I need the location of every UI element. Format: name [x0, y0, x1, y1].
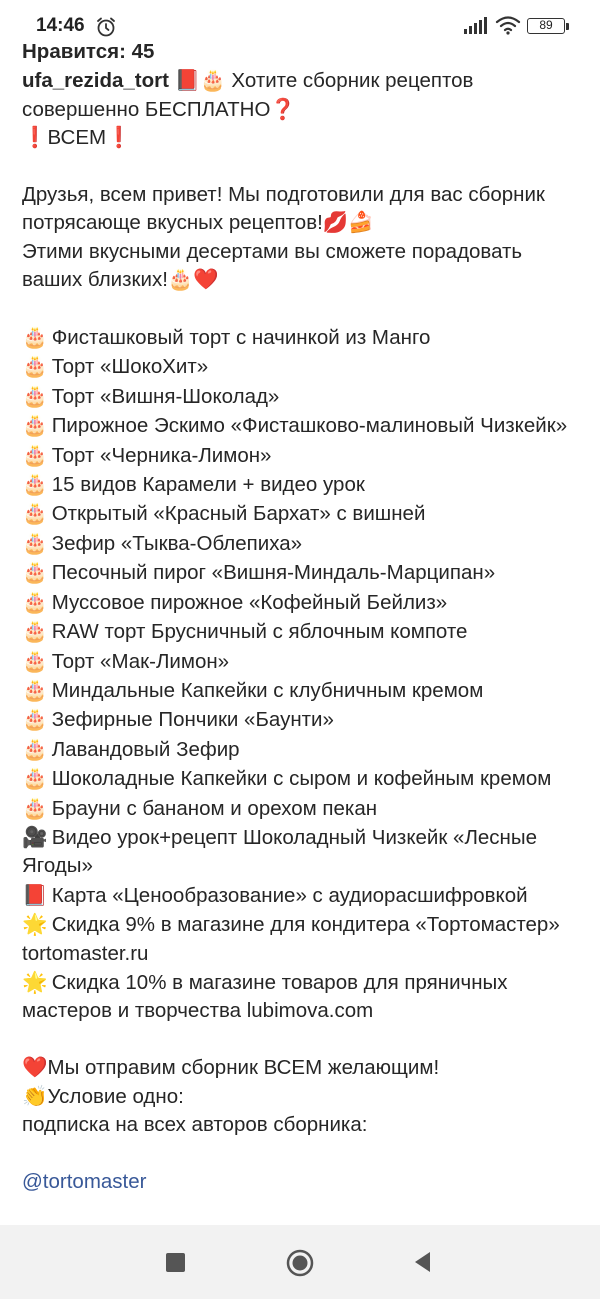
cake-icon: 🎂	[22, 560, 48, 585]
status-time: 14:46	[36, 15, 85, 36]
cake-icon: 🎂	[22, 413, 48, 438]
star-icon: 🌟	[22, 969, 48, 994]
cake-icon: 🎂	[22, 325, 48, 350]
list-item-text: Карта «Ценообразование» с аудиорасшифровкой	[46, 883, 528, 907]
caption-blank-line	[22, 153, 584, 181]
book-cake-icon: 📕🎂	[174, 68, 226, 93]
list-item	[22, 499, 584, 528]
caption-text: Хотите сборник рецептов совершенно БЕСПЛАТНО❓	[22, 69, 474, 121]
list-item	[22, 735, 584, 764]
caption-line: Этими вкусными десертами вы сможете порадовать ваших близких!🎂❤️	[22, 239, 523, 292]
cake-icon: 🎂	[22, 501, 48, 526]
cake-icon: 🎂	[22, 648, 48, 673]
list-item-text: Зефир «Тыква-Облепиха»	[46, 531, 303, 555]
list-item	[22, 617, 584, 646]
list-item	[22, 558, 584, 587]
list-item-text: Шоколадные Капкейки с сыром и кофейным кремом	[46, 767, 552, 791]
mention-link[interactable]: @tortomaster	[22, 1169, 147, 1193]
list-item-text: Брауни с бананом и орехом пекан	[46, 796, 378, 820]
list-item	[22, 705, 584, 734]
list-item	[22, 881, 584, 910]
list-item	[22, 529, 584, 558]
list-item-text: Торт «ШокоХит»	[46, 355, 209, 379]
cake-icon: 🎂	[22, 472, 48, 497]
book-icon: 📕	[22, 882, 48, 907]
list-item-text: RAW торт Брусничный с яблочным компоте	[46, 620, 468, 644]
list-item	[22, 441, 584, 470]
caption-line: 👏Условие одно:	[22, 1084, 184, 1108]
cake-icon: 🎂	[22, 589, 48, 614]
list-item-text: Песочный пирог «Вишня-Миндаль-Марципан»	[46, 561, 496, 585]
post-caption-area	[22, 38, 584, 1196]
caption-blank-line	[22, 1026, 584, 1054]
cake-icon: 🎂	[22, 766, 48, 791]
battery-tip	[566, 23, 569, 30]
caption-line: ❤️Мы отправим сборник ВСЕМ желающим!	[22, 1056, 440, 1080]
username-link[interactable]: ufa_rezida_tort	[22, 69, 169, 93]
list-item-text: Торт «Вишня-Шоколад»	[46, 384, 280, 408]
list-item	[22, 323, 584, 352]
list-item-text: Торт «Черника-Лимон»	[46, 443, 272, 467]
list-item-text: Скидка 9% в магазине для кондитера «Тортомастер» tortomaster.ru	[22, 913, 560, 965]
list-item-text: Фисташковый торт с начинкой из Манго	[46, 326, 431, 350]
list-item-text: Муссовое пирожное «Кофейный Бейлиз»	[46, 590, 448, 614]
list-item-text: Миндальные Капкейки с клубничным кремом	[46, 678, 484, 702]
cake-icon: 🎂	[22, 354, 48, 379]
list-item	[22, 352, 584, 381]
list-item-text: Зефирные Пончики «Баунти»	[46, 708, 334, 732]
battery-indicator: 89	[527, 18, 565, 34]
list-item	[22, 647, 584, 676]
navigation-bar	[0, 1225, 600, 1299]
home-button[interactable]	[286, 1249, 314, 1277]
list-item-text: 15 видов Карамели + видео урок	[46, 473, 365, 497]
cake-icon: 🎂	[22, 707, 48, 732]
list-item	[22, 910, 584, 968]
list-item-text: Торт «Мак-Лимон»	[46, 649, 230, 673]
list-item-text: Открытый «Красный Бархат» с вишней	[46, 502, 426, 526]
back-button[interactable]	[412, 1250, 432, 1279]
list-item	[22, 794, 584, 823]
caption	[22, 66, 584, 1196]
list-item-text: Лавандовый Зефир	[46, 737, 240, 761]
caption-line: подписка на всех авторов сборника:	[22, 1112, 368, 1136]
star-icon: 🌟	[22, 912, 48, 937]
cake-icon: 🎂	[22, 795, 48, 820]
cake-icon: 🎂	[22, 677, 48, 702]
caption-blank-line	[22, 1139, 584, 1167]
caption-line: ❗ВСЕМ❗	[22, 126, 132, 150]
list-item	[22, 411, 584, 440]
caption-blank-line	[22, 295, 584, 323]
cake-icon: 🎂	[22, 736, 48, 761]
list-item	[22, 382, 584, 411]
video-camera-icon: 🎥	[22, 824, 48, 849]
recents-button[interactable]	[166, 1253, 185, 1272]
cake-icon: 🎂	[22, 442, 48, 467]
caption-line: Друзья, всем привет! Мы подготовили для вас сборник потрясающе вкусных рецептов!💋🍰	[22, 183, 545, 235]
list-item-text: Пирожное Эскимо «Фисташково-малиновый Чизкейк»	[46, 414, 568, 438]
status-bar	[0, 0, 600, 40]
list-item	[22, 470, 584, 499]
list-item	[22, 823, 584, 881]
cake-icon: 🎂	[22, 530, 48, 555]
list-item	[22, 588, 584, 617]
likes-count[interactable]: Нравится: 45	[22, 40, 155, 63]
cake-icon: 🎂	[22, 619, 48, 644]
list-item	[22, 968, 584, 1026]
list-item-text: Видео урок+рецепт Шоколадный Чизкейк «Лесные Ягоды»	[22, 825, 537, 878]
list-item	[22, 676, 584, 705]
list-item	[22, 764, 584, 793]
caption-line	[22, 66, 584, 124]
cake-icon: 🎂	[22, 383, 48, 408]
list-item-text: Скидка 10% в магазине товаров для пряничных мастеров и творчества lubimova.com	[22, 970, 508, 1023]
